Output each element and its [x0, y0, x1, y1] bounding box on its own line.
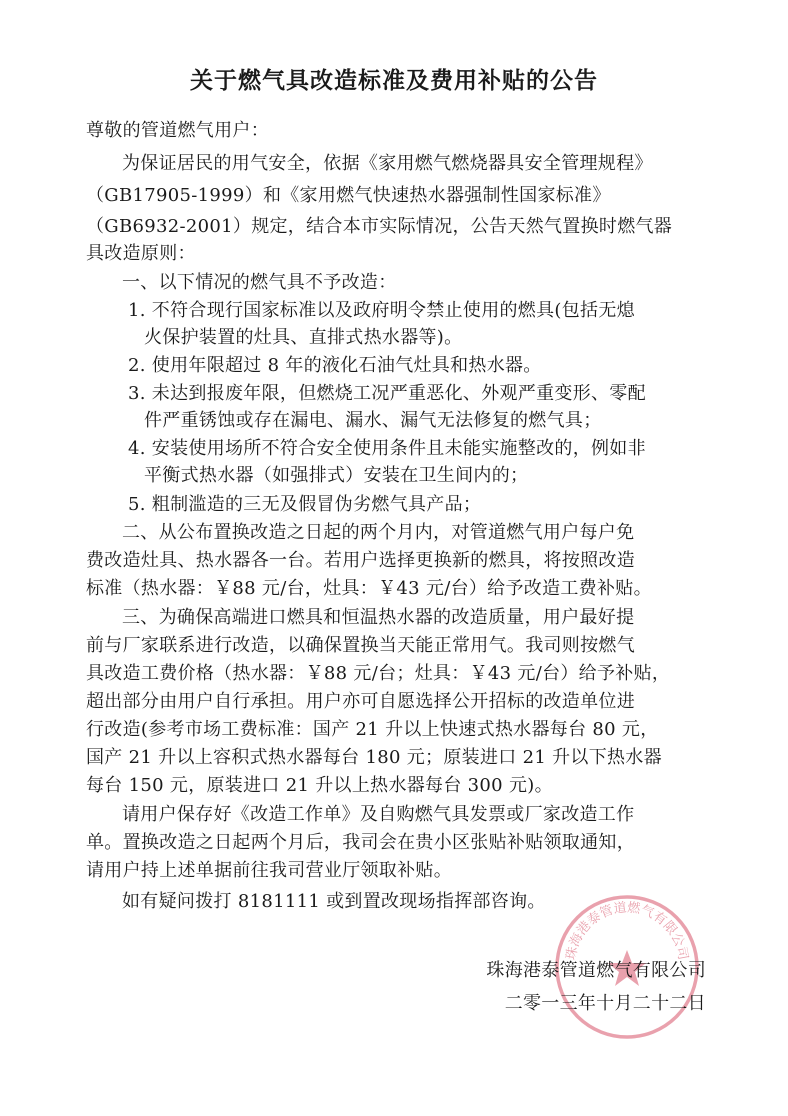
body-line: 单。置换改造之日起两个月后，我司会在贵小区张贴补贴领取通知， — [86, 832, 635, 853]
list-item: 4. 安装使用场所不符合安全使用条件且未能实施整改的，例如非 — [128, 438, 646, 459]
list-item: 3. 未达到报废年限，但燃烧工况严重恶化、外观严重变形、零配 — [128, 383, 646, 404]
salutation: 尊敬的管道燃气用户： — [86, 120, 269, 141]
list-item: 5. 粗制滥造的三无及假冒伪劣燃气具产品； — [128, 494, 482, 515]
issuer-company: 珠海港泰管道燃气有限公司 — [486, 960, 706, 981]
body-line: 二、从公布置换改造之日起的两个月内，对管道燃气用户每户免 — [122, 522, 635, 543]
issue-date: 二零一三年十月二十二日 — [504, 993, 706, 1014]
body-line: 三、为确保高端进口燃具和恒温热水器的改造质量，用户最好提 — [122, 607, 635, 628]
body-line: 国产 21 升以上容积式热水器每台 180 元；原装进口 21 升以下热水器 — [86, 747, 662, 768]
body-line: 标准（热水器：￥88 元/台，灶具：￥43 元/台）给予改造工费补贴。 — [86, 578, 652, 599]
notice-title: 关于燃气具改造标准及费用补贴的公告 — [190, 67, 598, 94]
list-item-continuation: 件严重锈蚀或存在漏电、漏水、漏气无法修复的燃气具； — [144, 410, 602, 431]
body-line: 费改造灶具、热水器各一台。若用户选择更换新的燃具，将按照改造 — [86, 550, 635, 571]
section-heading: 一、以下情况的燃气具不予改造： — [122, 272, 397, 293]
list-item: 1. 不符合现行国家标准以及政府明令禁止使用的燃具(包括无熄 — [128, 300, 635, 321]
body-line: 为保证居民的用气安全，依据《家用燃气燃烧器具安全管理规程》 — [122, 153, 653, 174]
svg-text:珠海港泰管道燃气有限公司: 珠海港泰管道燃气有限公司 — [563, 900, 691, 962]
body-line: （GB17905-1999）和《家用燃气快速热水器强制性国家标准》 — [86, 185, 611, 206]
list-item: 2. 使用年限超过 8 年的液化石油气灶具和热水器。 — [128, 355, 542, 376]
body-line: 具改造原则： — [86, 243, 196, 264]
contact-line: 如有疑问拨打 8181111 或到置改现场指挥部咨询。 — [122, 891, 546, 912]
body-line: （GB6932-2001）规定，结合本市实际情况，公告天然气置换时燃气器 — [86, 216, 673, 237]
list-item-continuation: 火保护装置的灶具、直排式热水器等)。 — [144, 327, 463, 348]
list-item-continuation: 平衡式热水器（如强排式）安装在卫生间内的； — [144, 465, 529, 486]
body-line: 每台 150 元，原装进口 21 升以上热水器每台 300 元)。 — [86, 775, 553, 796]
body-line: 前与厂家联系进行改造，以确保置换当天能正常用气。我司则按燃气 — [86, 635, 635, 656]
body-line: 超出部分由用户自行承担。用户亦可自愿选择公开招标的改造单位进 — [86, 691, 635, 712]
body-line: 具改造工费价格（热水器：￥88 元/台；灶具：￥43 元/台）给予补贴， — [86, 663, 671, 684]
body-line: 请用户持上述单据前往我司营业厅领取补贴。 — [86, 860, 452, 881]
body-line: 请用户保存好《改造工作单》及自购燃气具发票或厂家改造工作 — [122, 804, 635, 825]
body-line: 行改造(参考市场工费标准：国产 21 升以上快速式热水器每台 80 元， — [86, 719, 659, 740]
